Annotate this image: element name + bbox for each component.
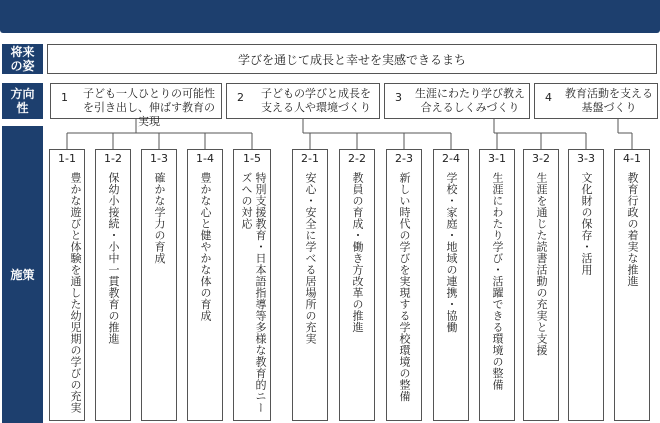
- direction-text: 子ども一人ひとりの可能性を引き出し、伸ばす教育の実現: [83, 87, 215, 128]
- measure-text: 安心・安全に学べる居場所の充実: [304, 172, 317, 345]
- vision-text: 学びを通じて成長と幸せを実感できるまち: [237, 52, 466, 67]
- label-vision: 将来 の姿: [2, 44, 43, 74]
- measure-code: 1-2: [104, 152, 122, 165]
- measure-text: 豊かな心と健やかな体の育成: [199, 172, 212, 322]
- measure-1-5: [233, 149, 271, 421]
- measure-3-3: [568, 149, 604, 421]
- measure-text: 生涯にわたり学び・活躍できる環境の整備: [491, 172, 504, 391]
- measure-code: 3-3: [577, 152, 595, 165]
- measure-code: 3-1: [488, 152, 506, 165]
- measure-1-3: [141, 149, 177, 421]
- measure-code: 4-1: [623, 152, 641, 165]
- measure-text: 保幼小接続・小中一貫教育の推進: [107, 172, 120, 345]
- direction-text: 生涯にわたり学び教え合えるしくみづくり: [415, 87, 525, 114]
- measure-1-4: [187, 149, 223, 421]
- direction-number: 2: [237, 91, 244, 104]
- measure-text: 教育行政の着実な推進: [626, 172, 639, 287]
- direction-number: 3: [395, 91, 402, 104]
- measure-code: 1-3: [150, 152, 168, 165]
- measure-text: 確かな学力の育成: [153, 172, 166, 264]
- direction-text: 教育活動を支える基盤づくり: [565, 87, 653, 114]
- measure-4-1: [614, 149, 650, 421]
- measure-code: 2-1: [301, 152, 319, 165]
- measure-code: 2-2: [348, 152, 366, 165]
- measure-code: 3-2: [532, 152, 550, 165]
- measure-code: 1-4: [196, 152, 214, 165]
- measure-code: 2-4: [442, 152, 460, 165]
- measure-text: 教員の育成・働き方改革の推進: [351, 172, 364, 333]
- measure-3-1: [479, 149, 515, 421]
- measure-code: 1-5: [243, 152, 261, 165]
- measure-2-2: [339, 149, 375, 421]
- measure-2-3: [386, 149, 422, 421]
- measure-text: 学校・家庭・地域の連携・協働: [445, 172, 458, 333]
- measure-2-4: [433, 149, 469, 421]
- measure-text: 生涯を通じた読書活動の充実と支援: [535, 172, 548, 356]
- measure-3-2: [523, 149, 559, 421]
- direction-number: 4: [545, 91, 552, 104]
- measure-text: 文化財の保存・活用: [580, 172, 593, 276]
- measure-2-1: [292, 149, 328, 421]
- measure-code: 1-1: [58, 152, 76, 165]
- measure-text: 豊かな遊びと体験を通した幼児期の学びの充実: [69, 172, 82, 414]
- direction-text: 子どもの学びと成長を支える人や環境づくり: [261, 87, 371, 114]
- direction-number: 1: [61, 91, 68, 104]
- measure-1-2: [95, 149, 131, 421]
- measure-text: 特別支援教育・日本語指導等多様な教育的ニーズへの対応: [240, 172, 267, 414]
- measure-text: 新しい時代の学びを実現する学校環境の整備: [398, 172, 411, 402]
- measure-code: 2-3: [395, 152, 413, 165]
- label-measures: 施策: [2, 126, 43, 423]
- measure-1-1: [49, 149, 85, 421]
- label-direction: 方向 性: [2, 83, 43, 119]
